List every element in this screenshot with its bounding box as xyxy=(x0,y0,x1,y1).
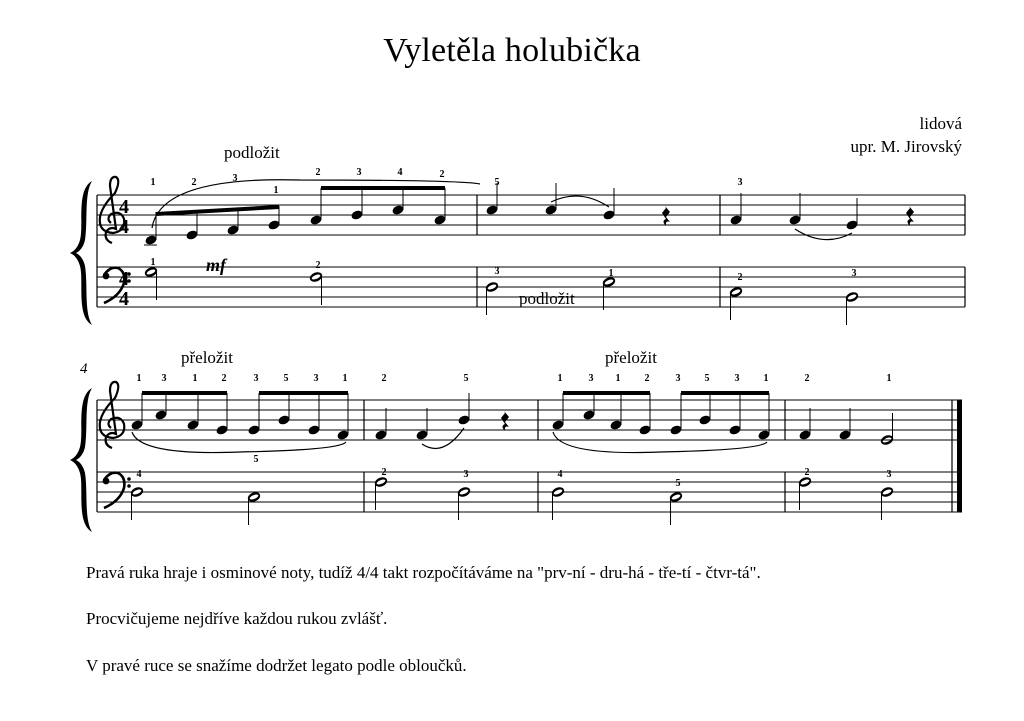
fingering: 5 xyxy=(704,373,710,384)
fingering: 5 xyxy=(253,454,259,465)
credit-origin: lidová xyxy=(919,114,962,133)
bass-clef-icon xyxy=(103,473,131,508)
time-sig-top-bass: 4 xyxy=(119,268,129,290)
brace-icon xyxy=(70,388,92,532)
fingering: 3 xyxy=(161,373,167,384)
fingering: 5 xyxy=(675,478,681,489)
brace-icon xyxy=(70,181,92,325)
fingering: 1 xyxy=(608,268,614,279)
direction-label: přeložit xyxy=(605,348,657,367)
fingering: 3 xyxy=(886,469,892,480)
fingering: 3 xyxy=(232,173,238,184)
fingering: 4 xyxy=(557,469,563,480)
fingering: 2 xyxy=(804,467,810,478)
fingering: 5 xyxy=(494,177,500,188)
system-1-lh xyxy=(143,266,859,325)
fingering: 3 xyxy=(734,373,740,384)
direction-label: podložit xyxy=(519,289,575,308)
direction-label: přeložit xyxy=(181,348,233,367)
fingering: 1 xyxy=(615,373,621,384)
fingering: 1 xyxy=(150,257,156,268)
fingering: 1 xyxy=(886,373,892,384)
fingering: 1 xyxy=(763,373,769,384)
fingering: 1 xyxy=(150,177,156,188)
fingering: 1 xyxy=(192,373,198,384)
time-sig-top-treble: 4 xyxy=(119,196,129,218)
fingering: 5 xyxy=(283,373,289,384)
fingering: 4 xyxy=(397,167,403,178)
measure-3-rh xyxy=(729,193,914,240)
system-1 xyxy=(70,143,965,325)
fingering: 2 xyxy=(439,169,445,180)
fingering: 4 xyxy=(136,469,142,480)
fingering: 2 xyxy=(191,177,197,188)
time-sig-bottom-treble: 4 xyxy=(119,216,129,238)
fingering: 2 xyxy=(804,373,810,384)
bass-staff-2 xyxy=(97,472,962,512)
fingering: 5 xyxy=(463,373,469,384)
fingering: 2 xyxy=(737,272,743,283)
measure-1-rh xyxy=(144,180,480,246)
page-title: Vyletěla holubička xyxy=(383,32,641,69)
fingering: 3 xyxy=(463,469,469,480)
instruction-text: V pravé ruce se snažíme dodržet legato podle obloučků. xyxy=(86,656,467,675)
measure-number: 4 xyxy=(80,361,88,377)
fingering: 1 xyxy=(273,185,279,196)
fingering: 3 xyxy=(675,373,681,384)
fingering: 3 xyxy=(494,266,500,277)
fingering: 2 xyxy=(221,373,227,384)
measure-7-rh xyxy=(798,408,896,446)
fingering: 2 xyxy=(381,373,387,384)
fingering: 2 xyxy=(644,373,650,384)
fingering: 3 xyxy=(253,373,259,384)
treble-clef-icon xyxy=(100,382,125,448)
instruction-text: Procvičujeme nejdříve každou rukou zvlášť. xyxy=(86,609,388,628)
fingering: 3 xyxy=(356,167,362,178)
treble-staff-1 xyxy=(97,195,965,235)
fingering: 1 xyxy=(136,373,142,384)
system-2-lh xyxy=(129,476,894,525)
fingering: 3 xyxy=(588,373,594,384)
instruction-text: Pravá ruka hraje i osminové noty, tudíž 4/4 takt rozpočítáváme na "prv-ní - dru-há - tře-tí - čtvr-tá". xyxy=(86,563,761,582)
fingering: 3 xyxy=(313,373,319,384)
fingering: 3 xyxy=(851,268,857,279)
time-sig-bottom-bass: 4 xyxy=(119,288,129,310)
fingering: 1 xyxy=(342,373,348,384)
credit-arranger: upr. M. Jirovský xyxy=(850,137,962,156)
fingering: 1 xyxy=(557,373,563,384)
fingering: 2 xyxy=(315,260,321,271)
fingering: 2 xyxy=(315,167,321,178)
fingering: 3 xyxy=(737,177,743,188)
system-2 xyxy=(70,348,962,532)
dynamic-marking: mf xyxy=(206,255,226,275)
fingering: 2 xyxy=(381,467,387,478)
direction-label: podložit xyxy=(224,143,280,162)
